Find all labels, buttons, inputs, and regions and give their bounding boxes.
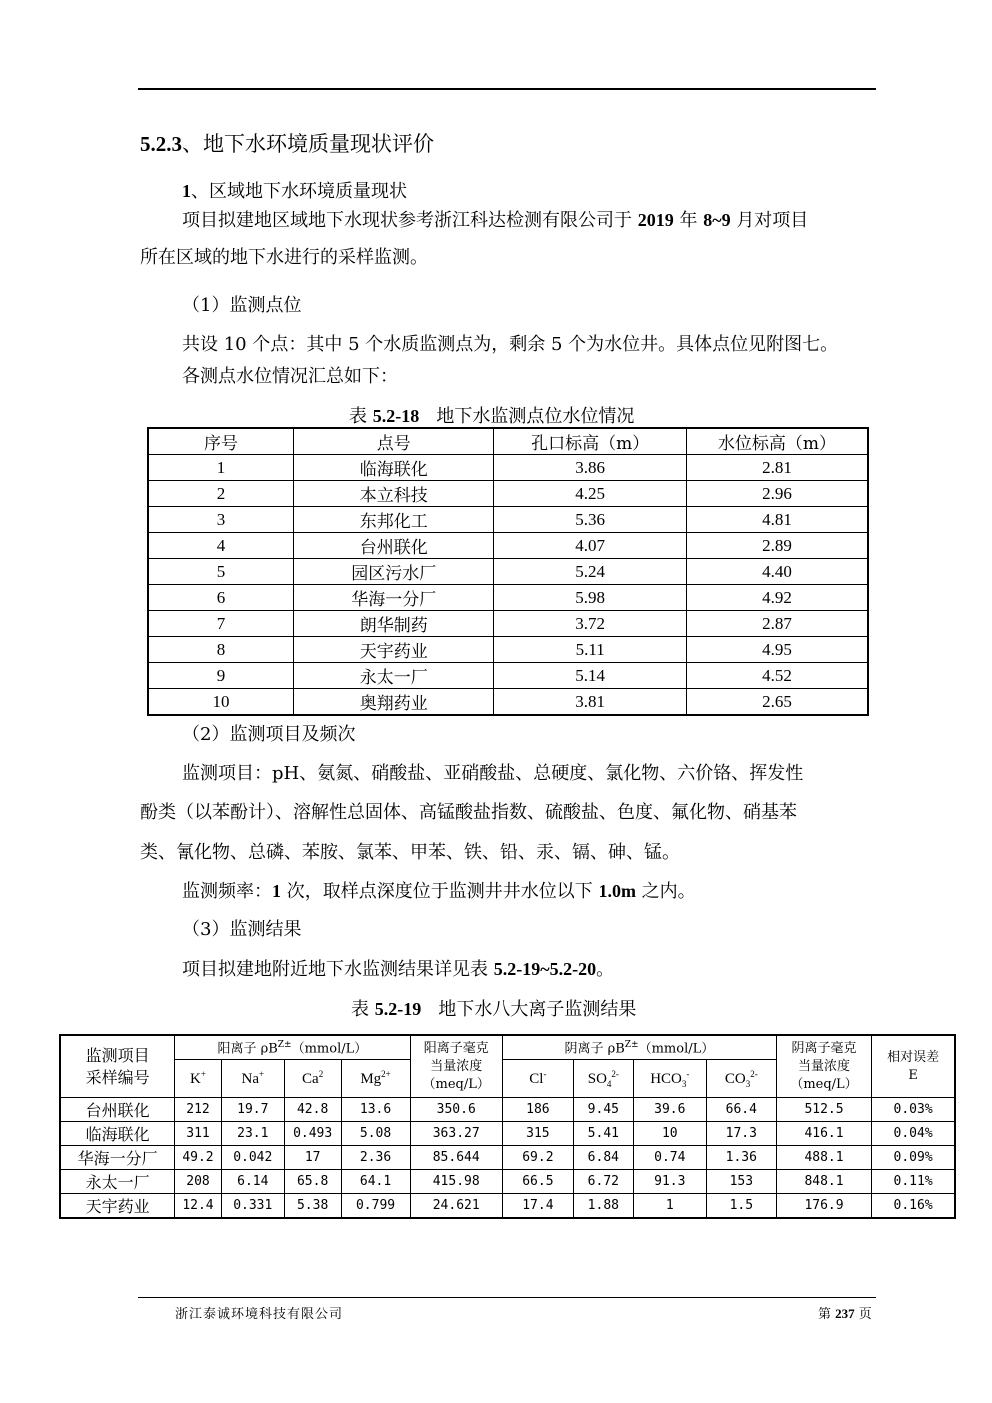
table-cell: 0.11%: [872, 1170, 955, 1194]
table-cell: 66.4: [706, 1098, 776, 1122]
table-cell: 6.72: [573, 1170, 633, 1194]
footer-company: 浙江泰诚环境科技有限公司: [175, 1307, 344, 1322]
cation-group-header: 阳离子 $\rho B^{Z\pm}(mmol/L)$: [175, 1035, 410, 1060]
table-cell: 64.1: [341, 1170, 410, 1194]
footer-rule: [138, 1297, 876, 1298]
column-header: 序号: [148, 428, 294, 455]
ion-header: $CO_3^{2-}$: [706, 1060, 776, 1098]
sample-name-cell: 天宇药业: [60, 1194, 175, 1219]
table-cell: 186: [502, 1098, 573, 1122]
table-cell: 3: [148, 507, 294, 533]
sample-name-cell: 永太一厂: [60, 1170, 175, 1194]
table-cell: 363.27: [410, 1122, 502, 1146]
header-cell: 相对误差 E: [872, 1035, 955, 1098]
table-cell: 华海一分厂: [294, 585, 494, 611]
table-row: [60, 1194, 955, 1219]
table-cell: 5.36: [494, 507, 687, 533]
sample-name-cell: 华海一分厂: [60, 1146, 175, 1170]
ion-header: $SO_4^{2-}$: [573, 1060, 633, 1098]
table-cell: 66.5: [502, 1170, 573, 1194]
table-cell: 17.4: [502, 1194, 573, 1219]
ion-header: Ca$^2$: [284, 1060, 341, 1098]
ion-header: $HCO_3^-$: [633, 1060, 706, 1098]
table-cell: 311: [175, 1122, 222, 1146]
table-cell: 1.88: [573, 1194, 633, 1219]
item-title: （2）监测项目及频次: [182, 724, 356, 745]
table-cell: 488.1: [776, 1146, 871, 1170]
table-cell: 5.11: [494, 637, 687, 663]
table-cell: 208: [175, 1170, 222, 1194]
water-level-table: [147, 427, 869, 716]
table-cell: 2.36: [341, 1146, 410, 1170]
table-cell: 奥翔药业: [294, 689, 494, 716]
table-cell: 39.6: [633, 1098, 706, 1122]
table-cell: 10: [633, 1122, 706, 1146]
paragraph-line: 共设 10 个点：其中 5 个水质监测点为，剩余 5 个为水位井。具体点位见附图七。: [182, 334, 839, 355]
table-cell: 天宇药业: [294, 637, 494, 663]
table-cell: 24.621: [410, 1194, 502, 1219]
subsection-title: 1、区域地下水环境质量现状: [182, 181, 407, 202]
table-row: [60, 1098, 955, 1122]
table-cell: 17: [284, 1146, 341, 1170]
table-row: [148, 663, 868, 689]
table-cell: 69.2: [502, 1146, 573, 1170]
table-cell: 12.4: [175, 1194, 222, 1219]
table-cell: 0.74: [633, 1146, 706, 1170]
paragraph-line: 类、氰化物、总磷、苯胺、氯苯、甲苯、铁、铅、汞、镉、砷、锰。: [140, 842, 680, 863]
column-header: 孔口标高（m）: [494, 428, 687, 455]
table-cell: 0.16%: [872, 1194, 955, 1219]
table-cell: 3.86: [494, 455, 687, 481]
table-cell: 350.6: [410, 1098, 502, 1122]
paragraph-line: 监测项目：pH、氨氮、硝酸盐、亚硝酸盐、总硬度、氯化物、六价铬、挥发性: [182, 763, 804, 784]
table-row: [148, 585, 868, 611]
table-header-row: [148, 428, 868, 455]
table-cell: 4.40: [686, 559, 868, 585]
table-cell: 0.799: [341, 1194, 410, 1219]
table-row: [60, 1122, 955, 1146]
table-cell: 176.9: [776, 1194, 871, 1219]
footer-page-number: 第 237 页: [818, 1306, 872, 1322]
anion-group-header: 阴离子 $\rho B^{Z\pm}(mmol/L)$: [502, 1035, 776, 1060]
table-cell: 315: [502, 1122, 573, 1146]
table-cell: 0.09%: [872, 1146, 955, 1170]
ion-header: K+: [175, 1060, 222, 1098]
table-row: [148, 507, 868, 533]
table-cell: 4.25: [494, 481, 687, 507]
table-cell: 2.96: [686, 481, 868, 507]
sample-name-cell: 临海联化: [60, 1122, 175, 1146]
table-row: [148, 637, 868, 663]
table-caption: 表 5.2-19 地下水八大离子监测结果: [351, 999, 637, 1020]
table-row: [148, 689, 868, 716]
paragraph-line: 项目拟建地区域地下水现状参考浙江科达检测有限公司于 2019 年 8~9 月对项目: [182, 210, 809, 231]
table-cell: 0.042: [221, 1146, 284, 1170]
table-cell: 512.5: [776, 1098, 871, 1122]
table-header-row: [60, 1035, 955, 1060]
ion-header: $Mg^{2+}$: [341, 1060, 410, 1098]
table-cell: 2.65: [686, 689, 868, 716]
table-cell: 17.3: [706, 1122, 776, 1146]
ion-results-body: [60, 1098, 955, 1219]
column-header: 水位标高（m）: [686, 428, 868, 455]
table-cell: 91.3: [633, 1170, 706, 1194]
table-cell: 3.81: [494, 689, 687, 716]
table-cell: 10: [148, 689, 294, 716]
table-caption: 表 5.2-18 地下水监测点位水位情况: [349, 406, 635, 427]
table-cell: 9.45: [573, 1098, 633, 1122]
paragraph-line: 项目拟建地附近地下水监测结果详见表 5.2-19~5.2-20。: [182, 959, 615, 980]
table-cell: 0.331: [221, 1194, 284, 1219]
table-row: [148, 559, 868, 585]
table-cell: 1.36: [706, 1146, 776, 1170]
table-cell: 4.52: [686, 663, 868, 689]
table-cell: 415.98: [410, 1170, 502, 1194]
table-row: [60, 1146, 955, 1170]
table-cell: 0.493: [284, 1122, 341, 1146]
table-row: [60, 1170, 955, 1194]
table-row: [148, 533, 868, 559]
section-heading: 5.2.3、地下水环境质量现状评价: [140, 132, 434, 156]
paragraph-line: 所在区域的地下水进行的采样监测。: [140, 247, 428, 268]
table-cell: 6: [148, 585, 294, 611]
table-cell: 65.8: [284, 1170, 341, 1194]
table-cell: 8: [148, 637, 294, 663]
table-row: [148, 611, 868, 637]
paragraph-line: 各测点水位情况汇总如下：: [182, 366, 398, 387]
table-cell: 2.81: [686, 455, 868, 481]
table-cell: 416.1: [776, 1122, 871, 1146]
ion-results-table: [59, 1034, 956, 1219]
sample-name-cell: 台州联化: [60, 1098, 175, 1122]
table-cell: 2.89: [686, 533, 868, 559]
table-cell: 4.95: [686, 637, 868, 663]
table-cell: 5.08: [341, 1122, 410, 1146]
table-cell: 本立科技: [294, 481, 494, 507]
table-cell: 23.1: [221, 1122, 284, 1146]
table-cell: 5.98: [494, 585, 687, 611]
ion-header: Na+: [221, 1060, 284, 1098]
item-title: （3）监测结果: [182, 919, 302, 940]
table-cell: 5.14: [494, 663, 687, 689]
table-cell: 848.1: [776, 1170, 871, 1194]
table-cell: 台州联化: [294, 533, 494, 559]
table-row: [148, 481, 868, 507]
header-cell: 阴离子毫克 当量浓度 （meq/L）: [776, 1035, 871, 1098]
table-cell: 13.6: [341, 1098, 410, 1122]
table-cell: 9: [148, 663, 294, 689]
table-cell: 49.2: [175, 1146, 222, 1170]
table-cell: 5.38: [284, 1194, 341, 1219]
table-cell: 5.41: [573, 1122, 633, 1146]
table-cell: 临海联化: [294, 455, 494, 481]
table-cell: 5: [148, 559, 294, 585]
table-cell: 6.14: [221, 1170, 284, 1194]
table-cell: 3.72: [494, 611, 687, 637]
table-cell: 1: [633, 1194, 706, 1219]
header-cell: 监测项目 采样编号: [60, 1035, 175, 1098]
paragraph-line: 监测频率：1 次，取样点深度位于监测井井水位以下 1.0m 之内。: [182, 881, 696, 902]
table-cell: 4.07: [494, 533, 687, 559]
table-cell: 4.81: [686, 507, 868, 533]
table-cell: 1: [148, 455, 294, 481]
table-cell: 212: [175, 1098, 222, 1122]
item-title: （1）监测点位: [182, 295, 302, 316]
table-cell: 0.03%: [872, 1098, 955, 1122]
table-cell: 东邦化工: [294, 507, 494, 533]
table-cell: 19.7: [221, 1098, 284, 1122]
table-cell: 园区污水厂: [294, 559, 494, 585]
table-cell: 7: [148, 611, 294, 637]
column-header: 点号: [294, 428, 494, 455]
table-cell: 4: [148, 533, 294, 559]
table-cell: 2: [148, 481, 294, 507]
table-cell: 4.92: [686, 585, 868, 611]
table-cell: 1.5: [706, 1194, 776, 1219]
table-cell: 85.644: [410, 1146, 502, 1170]
table-cell: 2.87: [686, 611, 868, 637]
header-cell: 阳离子毫克 当量浓度 （meq/L）: [410, 1035, 502, 1098]
table-cell: 6.84: [573, 1146, 633, 1170]
header-rule: [138, 88, 876, 90]
paragraph-line: 酚类（以苯酚计）、溶解性总固体、高锰酸盐指数、硫酸盐、色度、氟化物、硝基苯: [140, 802, 797, 823]
table-cell: 朗华制药: [294, 611, 494, 637]
table-cell: 5.24: [494, 559, 687, 585]
ion-header: Cl-: [502, 1060, 573, 1098]
table-cell: 0.04%: [872, 1122, 955, 1146]
table-cell: 42.8: [284, 1098, 341, 1122]
table-cell: 永太一厂: [294, 663, 494, 689]
table-cell: 153: [706, 1170, 776, 1194]
table-row: [148, 455, 868, 481]
